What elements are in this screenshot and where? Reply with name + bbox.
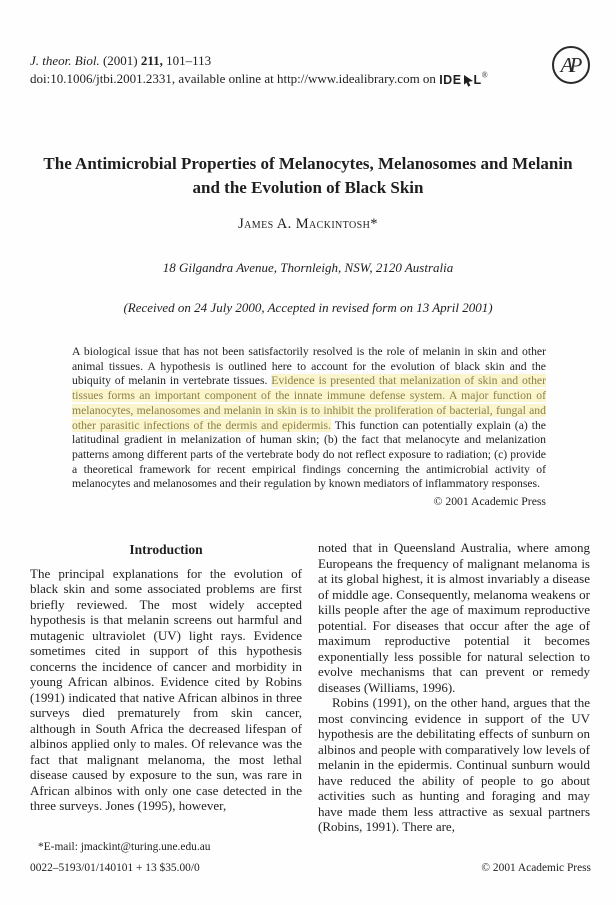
abstract-copyright: © 2001 Academic Press	[433, 495, 546, 509]
journal-volume: 211,	[140, 53, 163, 68]
journal-name: J. theor. Biol.	[30, 53, 100, 68]
article-title-line2: and the Evolution of Black Skin	[192, 178, 424, 197]
abstract	[72, 345, 546, 510]
title-block	[0, 152, 616, 233]
left-column	[30, 540, 302, 855]
registered-trademark-mark: ®	[481, 70, 488, 80]
author-name: James A. Mackintosh*	[238, 216, 378, 232]
abstract-highlight: Evidence is presented that melanization of skin and other tissues forms an important component of the innate immune defense system. A major function of melanocytes, melanosomes and melanin in skin is to inhibit the proliferation of bacterial, fungal and other parasitic infections of the dermis and epidermis.	[72, 374, 546, 432]
doi-line	[30, 70, 488, 88]
page-title	[28, 152, 588, 200]
ideal-logo-text-1: IDE	[439, 73, 462, 87]
ideal-logo-text-2: L	[473, 73, 482, 87]
journal-reference	[30, 52, 488, 70]
abstract-text-post: This function can potentially explain (a) the latitudinal gradient in melanization of human skin; (b) the fact that melanocyte and melanization patterns among different parts of the vertebrate body do not reflect exposure to radiation; (c) provide a theoretical framework for recent empirical findings concerning the antimicrobial activity of melanocytes and melanosomes and their regulation by known mediators of inflammatory responses.	[72, 418, 546, 491]
journal-pages: 101–113	[162, 53, 212, 68]
right-column-paragraph-1: noted that in Queensland Australia, where among Europeans the frequency of malignant melanoma is at its global highest, it is almost invariably a disease of middle age. Consequently, melanoma weakens or kills people after the age of maximum reproductive potential. For diseases that occur after the age of maximum reproductive potential it becomes exponentially less possible for natural selection to evolve mechanisms that can prevent or remedy diseases (Williams, 1996).	[318, 540, 590, 695]
right-column-paragraph-2: Robins (1991), on the other hand, argues that the most convincing evidence in support of the UV hypothesis are the debilitating effects of sunburn on albinos and people with comparatively low levels of melanin in the epidermis. Continual sunburn would have reduced the ability of people to go about activities such as hunting and foraging and may have made them less attractive as sexual partners (Robins, 1991). There are,	[318, 695, 590, 834]
issn-price-code: 0022–5193/01/140101 + 13 $35.00/0	[30, 862, 200, 874]
article-title-line1: The Antimicrobial Properties of Melanocytes, Melanosomes and Melanin	[43, 154, 573, 173]
journal-header	[30, 52, 488, 88]
body-columns	[30, 540, 591, 855]
doi-text: doi:10.1006/jtbi.2001.2331, available online at http://www.idealibrary.com on	[30, 71, 440, 86]
left-column-paragraph: The principal explanations for the evolution of black skin and some associated problems are first briefly reviewed. The most widely accepted hypothesis is that melanin screens out harmful and mutagenic ultraviolet (UV) light rays. Evidence sometimes cited in support of this hypothesis concerns the incidence of cancer and morbidity in young African albinos. Evidence cited by Robins (1991) indicated that native African albinos in three surveys died prematurely from skin cancer, although in South Africa the decreased lifespan of albinos applied only to males. Of relevance was the fact that malignant melanoma, the most lethal disease caused by exposure to the sun, was rare in African albinos with only one case detected in the three surveys. Jones (1995), however,	[30, 565, 302, 813]
ap-logo-text: AP	[560, 52, 579, 77]
cursor-arrow-icon	[463, 75, 474, 87]
section-heading-introduction: Introduction	[129, 542, 203, 557]
footer-copyright: © 2001 Academic Press	[481, 862, 591, 874]
right-column	[318, 540, 590, 855]
academic-press-logo	[552, 46, 590, 84]
received-dates: (Received on 24 July 2000, Accepted in revised form on 13 April 2001)	[123, 300, 493, 315]
page-footer	[30, 862, 591, 874]
ideal-logo	[439, 71, 481, 89]
abstract-text-pre: A biological issue that has not been satisfactorily resolved is the role of melanin in skin and other animal tissues. A hypothesis is outlined here to account for the evolution of black skin and the ubiquity of melanin in vertebrate tissues.	[72, 345, 546, 388]
journal-year: (2001)	[99, 53, 141, 68]
email-footnote: *E-mail: jmackint@turing.une.edu.au	[38, 840, 211, 853]
author-affiliation: 18 Gilgandra Avenue, Thornleigh, NSW, 2120 Australia	[162, 260, 454, 275]
